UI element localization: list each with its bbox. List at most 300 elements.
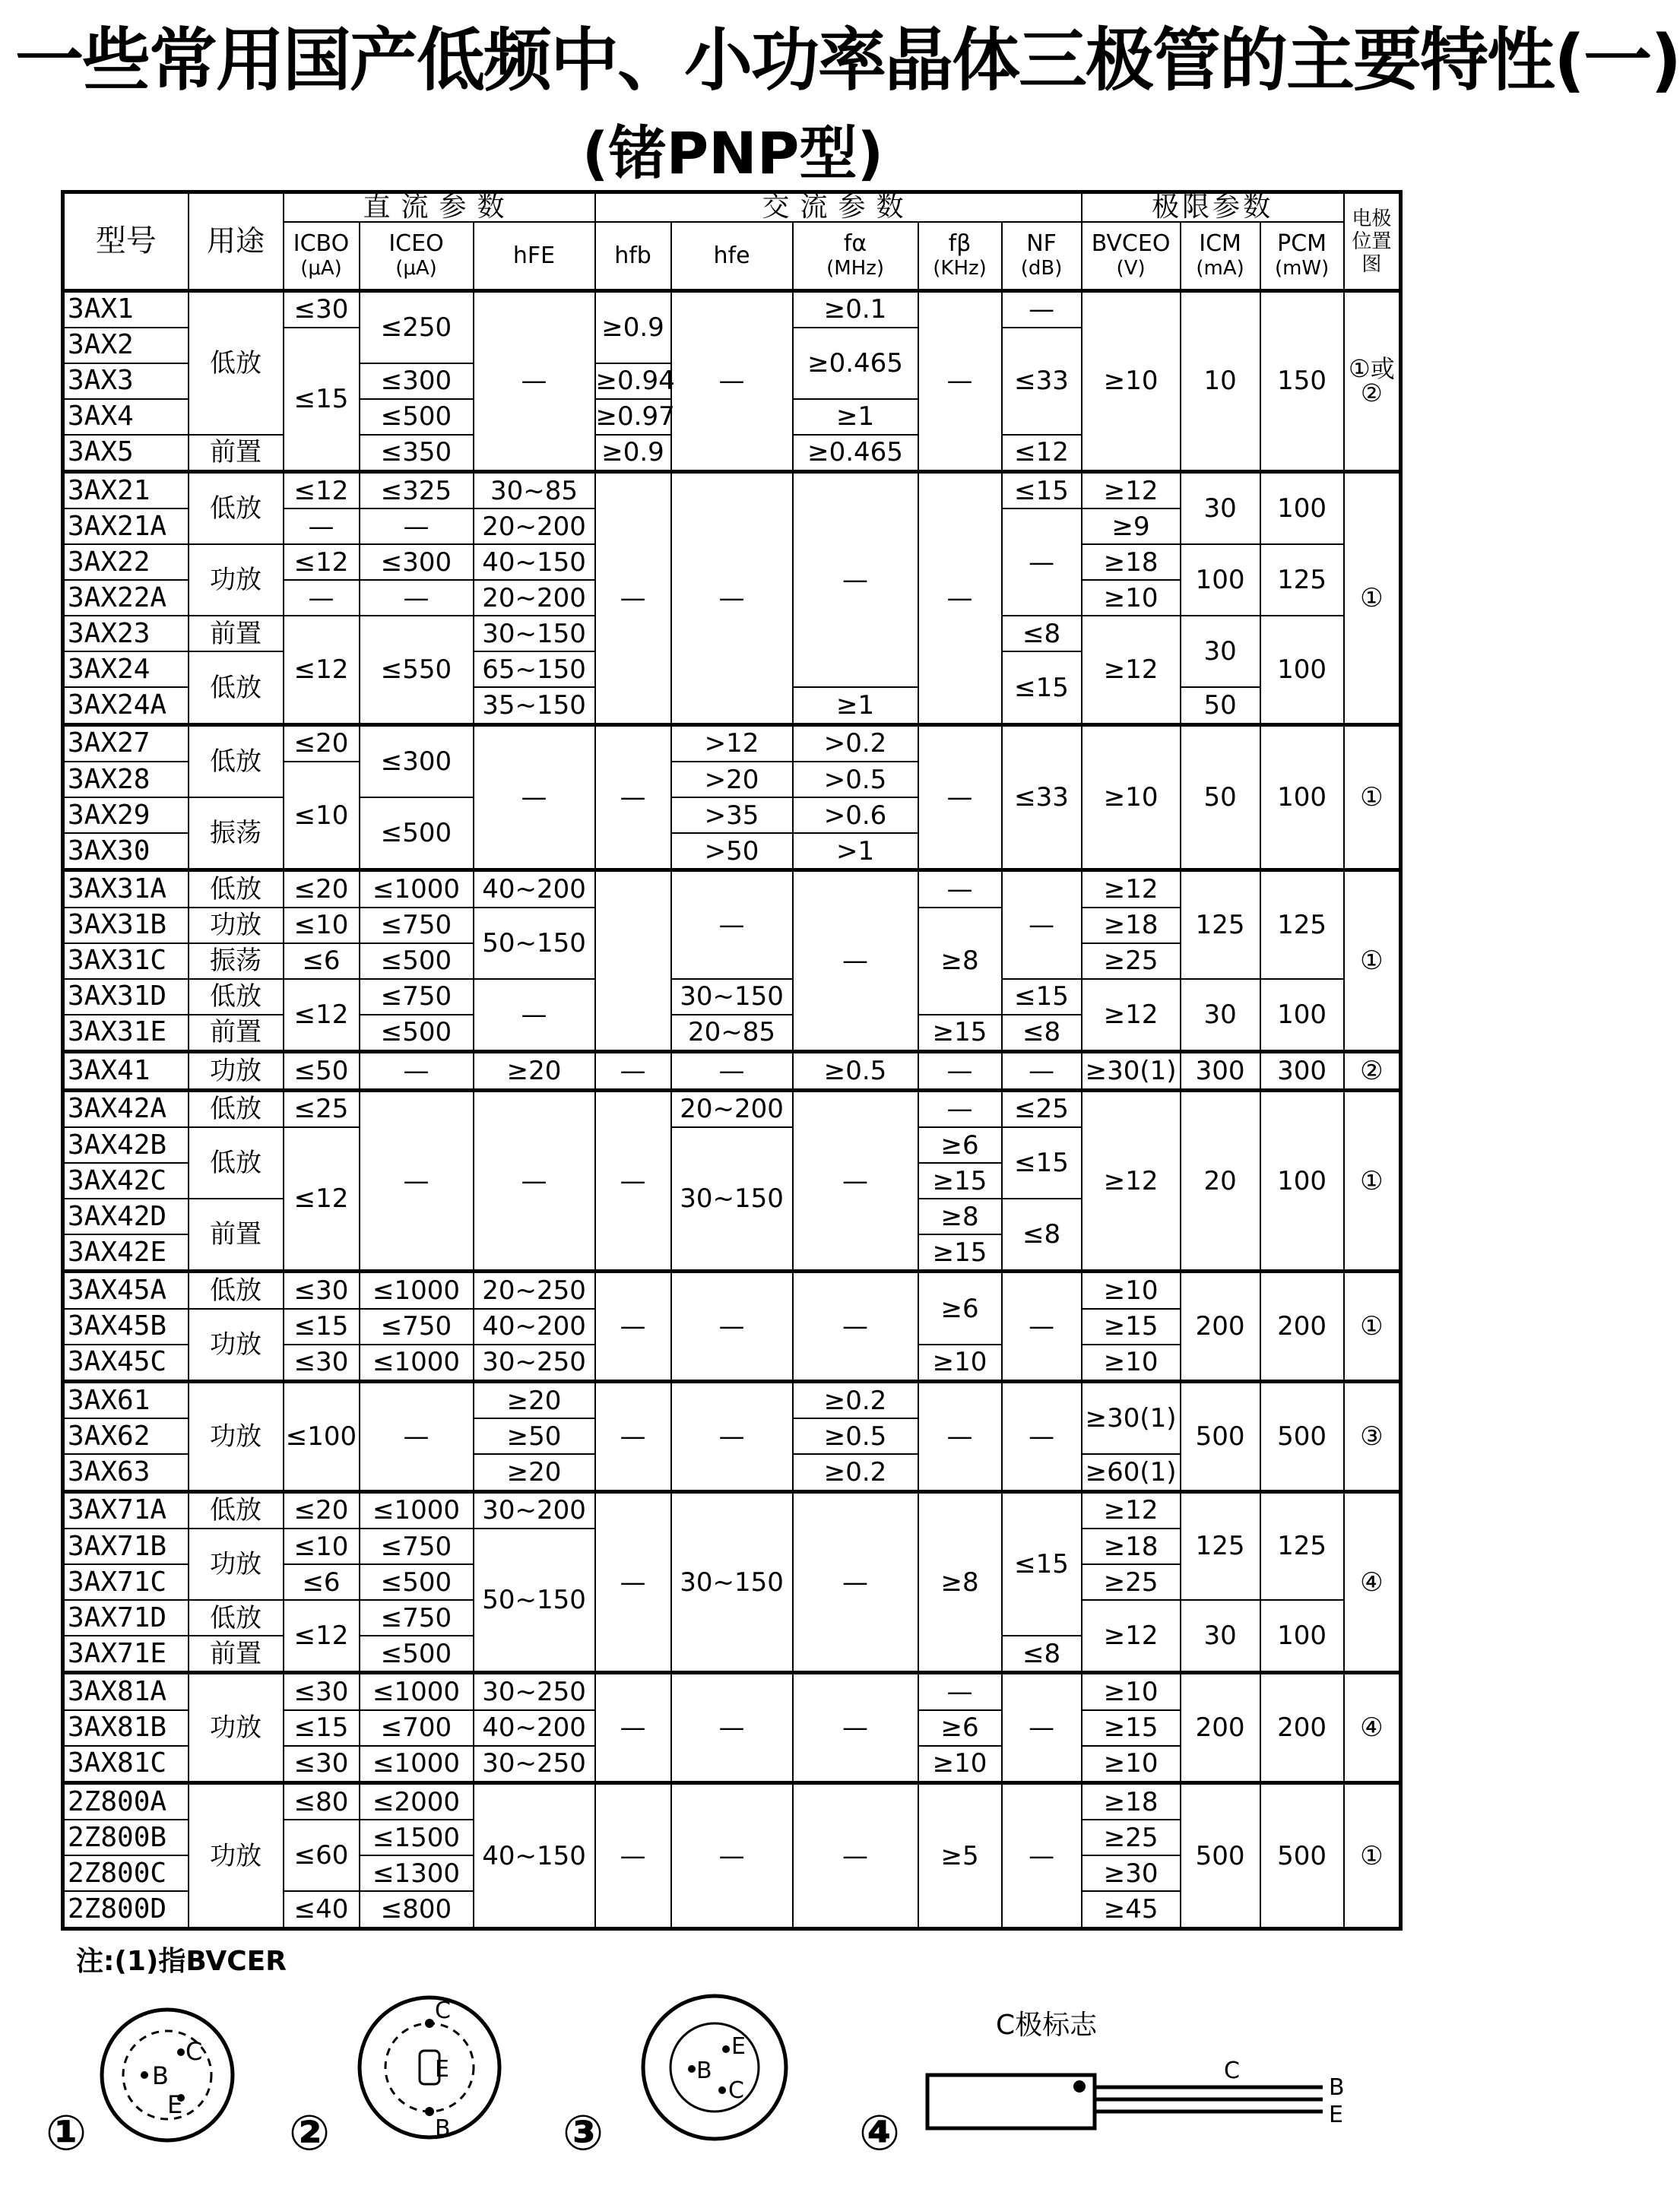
use-cell: 低放 — [189, 870, 284, 908]
icm-cell: 125 — [1181, 1491, 1260, 1600]
bv-cell: ≥9 — [1082, 508, 1181, 544]
model-cell: 3AX42C — [63, 1163, 189, 1199]
model-cell: 2Z800B — [63, 1820, 189, 1855]
pin-diagram-1 — [46, 1991, 243, 2174]
hfe-dc-cell: 50~150 — [474, 1529, 595, 1673]
iceo-cell: — — [360, 508, 474, 544]
hfe-dc-cell: 40~150 — [474, 544, 595, 580]
icbo-cell: ≤50 — [284, 1052, 360, 1091]
table-row — [63, 290, 1401, 328]
model-cell: 3AX1 — [63, 290, 189, 328]
fa-cell: ≥0.5 — [793, 1418, 918, 1454]
bv-cell: ≥25 — [1082, 1820, 1181, 1855]
hfe-dc-cell: 20~200 — [474, 580, 595, 616]
bv-cell: ≥12 — [1082, 870, 1181, 908]
header-icm — [1181, 222, 1260, 290]
fa-cell: >0.5 — [793, 762, 918, 797]
hfe-dc-cell: 30~200 — [474, 1491, 595, 1529]
pcm-cell: 100 — [1260, 979, 1344, 1052]
icm-cell: 100 — [1181, 544, 1260, 616]
model-cell: 3AX31D — [63, 979, 189, 1015]
header-icbo — [284, 222, 360, 290]
header-hfe: hfe — [671, 222, 793, 290]
use-cell: 低放 — [189, 472, 284, 545]
fa-cell: ≥0.5 — [793, 1052, 918, 1091]
icbo-cell: ≤12 — [284, 979, 360, 1052]
nf-cell: ≤15 — [1002, 651, 1082, 724]
header-bv-unit: (V) — [1116, 257, 1146, 280]
table-row — [63, 1673, 1401, 1710]
fa-cell: — — [793, 1783, 918, 1929]
model-cell: 3AX42A — [63, 1090, 189, 1127]
icm-cell: 500 — [1181, 1783, 1260, 1929]
model-cell: 3AX31B — [63, 908, 189, 943]
model-cell: 3AX71E — [63, 1636, 189, 1673]
icm-cell: 200 — [1181, 1673, 1260, 1783]
fa-cell: >1 — [793, 833, 918, 870]
icbo-cell: ≤12 — [284, 544, 360, 580]
model-cell: 3AX81C — [63, 1746, 189, 1783]
icm-cell: 10 — [1181, 290, 1260, 472]
use-cell: 低放 — [189, 724, 284, 797]
nf-cell: ≤15 — [1002, 979, 1082, 1015]
fb-cell: ≥5 — [918, 1783, 1002, 1929]
hfe-dc-cell: 40~200 — [474, 870, 595, 908]
iceo-cell: ≤500 — [360, 1636, 474, 1673]
bv-cell: ≥30 — [1082, 1855, 1181, 1891]
to-can-pinout-icon — [631, 1984, 798, 2151]
pcm-cell: 100 — [1260, 724, 1344, 870]
icbo-cell: ≤25 — [284, 1090, 360, 1127]
model-cell: 3AX21A — [63, 508, 189, 544]
hfe-dc-cell: 40~200 — [474, 1710, 595, 1746]
pin-cell: ① — [1344, 1783, 1401, 1929]
fa-cell: ≥0.2 — [793, 1382, 918, 1419]
header-hfe-dc: hFE — [474, 222, 595, 290]
iceo-cell: ≤700 — [360, 1710, 474, 1746]
icbo-cell: ≤12 — [284, 472, 360, 509]
pin-cell: ④ — [1344, 1673, 1401, 1783]
pcm-cell: 100 — [1260, 1600, 1344, 1673]
bv-cell: ≥30(1) — [1082, 1382, 1181, 1455]
fb-cell: — — [918, 1052, 1002, 1091]
header-icbo-unit: (μA) — [300, 257, 342, 280]
pin-diagram-2 — [289, 1976, 517, 2174]
model-cell: 3AX24 — [63, 651, 189, 687]
hfe-dc-cell: 35~150 — [474, 687, 595, 724]
icm-cell: 500 — [1181, 1382, 1260, 1492]
icbo-cell: ≤30 — [284, 1673, 360, 1710]
fb-cell: ≥8 — [918, 1199, 1002, 1234]
fa-cell: ≥1 — [793, 399, 918, 435]
nf-cell: — — [1002, 1673, 1082, 1783]
hfe-cell: >35 — [671, 797, 793, 833]
diagram-number: ① — [46, 2105, 87, 2162]
model-cell: 3AX81A — [63, 1673, 189, 1710]
fa-cell: — — [793, 1673, 918, 1783]
hfb-cell: — — [595, 1673, 671, 1783]
bv-cell: ≥25 — [1082, 943, 1181, 979]
pin-cell: ② — [1344, 1052, 1401, 1091]
pin-diagram-3 — [563, 1984, 806, 2174]
table-row — [63, 1491, 1401, 1529]
table-row — [63, 1382, 1401, 1419]
hfe-cell: — — [671, 290, 793, 472]
header-fb-unit: (KHz) — [933, 257, 987, 280]
hfb-cell: ≥0.94 — [595, 363, 671, 399]
hfb-cell: — — [595, 1052, 671, 1091]
fa-cell: >0.6 — [793, 797, 918, 833]
icm-cell: 200 — [1181, 1272, 1260, 1382]
pin-label: C — [435, 1997, 451, 2024]
header-fa-name: fα — [843, 230, 867, 257]
icm-cell: 50 — [1181, 687, 1260, 724]
use-cell: 前置 — [189, 616, 284, 651]
header-pin-label: 电极位置图 — [1352, 207, 1392, 277]
pin-label: B — [435, 2115, 451, 2142]
use-cell: 低放 — [189, 651, 284, 724]
model-cell: 3AX27 — [63, 724, 189, 762]
icbo-cell: ≤15 — [284, 1309, 360, 1345]
hfe-cell: 30~150 — [671, 979, 793, 1015]
model-cell: 3AX42B — [63, 1127, 189, 1163]
fb-cell: — — [918, 472, 1002, 725]
fb-cell: — — [918, 1090, 1002, 1127]
iceo-cell: ≤1300 — [360, 1855, 474, 1891]
pin-label: B — [1329, 2074, 1345, 2101]
header-iceo — [360, 222, 474, 290]
bv-cell: ≥60(1) — [1082, 1454, 1181, 1491]
table-row — [63, 1783, 1401, 1820]
icbo-cell: ≤15 — [284, 1710, 360, 1746]
icbo-cell: ≤20 — [284, 870, 360, 908]
diagram-number: ② — [289, 2105, 331, 2162]
use-cell: 前置 — [189, 1015, 284, 1052]
header-ac-group: 交流参数 — [595, 192, 1082, 223]
hfe-dc-cell: ≥20 — [474, 1382, 595, 1419]
fb-cell: ≥15 — [918, 1234, 1002, 1272]
hfe-dc-cell: 65~150 — [474, 651, 595, 687]
flat-package-pinout-icon — [912, 2045, 1368, 2143]
fb-cell: — — [918, 870, 1002, 908]
nf-cell: ≤12 — [1002, 435, 1082, 472]
icbo-cell: ≤20 — [284, 724, 360, 762]
nf-cell: — — [1002, 870, 1082, 979]
pin-label: C — [185, 2037, 203, 2066]
nf-cell: — — [1002, 1783, 1082, 1929]
header-nf-name: NF — [1026, 230, 1057, 257]
iceo-cell: ≤800 — [360, 1891, 474, 1928]
iceo-cell: ≤300 — [360, 724, 474, 797]
fb-cell: — — [918, 1382, 1002, 1492]
pin-label: B — [152, 2061, 169, 2090]
pin-label: E — [435, 2056, 449, 2083]
bv-cell: ≥15 — [1082, 1710, 1181, 1746]
pin-cell: ① — [1344, 724, 1401, 870]
page-title: 一些常用国产低频中、小功率晶体三极管的主要特性(一) — [15, 21, 1680, 100]
header-hfb: hfb — [595, 222, 671, 290]
header-nf — [1002, 222, 1082, 290]
model-cell: 3AX63 — [63, 1454, 189, 1491]
iceo-cell: ≤250 — [360, 290, 474, 363]
hfe-dc-cell: 30~250 — [474, 1673, 595, 1710]
pin-cell: ③ — [1344, 1382, 1401, 1492]
hfb-cell: ≥0.97 — [595, 399, 671, 435]
icbo-cell: — — [284, 580, 360, 616]
icm-cell: 50 — [1181, 724, 1260, 870]
pcm-cell: 100 — [1260, 1090, 1344, 1272]
iceo-cell: ≤750 — [360, 908, 474, 943]
nf-cell: — — [1002, 1052, 1082, 1091]
pin-cell: ① — [1344, 472, 1401, 725]
fb-cell: ≥15 — [918, 1015, 1002, 1052]
transistor-spec-table — [61, 190, 1403, 1931]
hfe-cell: — — [671, 1272, 793, 1382]
model-cell: 3AX3 — [63, 363, 189, 399]
iceo-cell: ≤325 — [360, 472, 474, 509]
model-cell: 2Z800A — [63, 1783, 189, 1820]
icbo-cell: — — [284, 508, 360, 544]
pcm-cell: 200 — [1260, 1673, 1344, 1783]
model-cell: 3AX28 — [63, 762, 189, 797]
use-cell: 功放 — [189, 1783, 284, 1929]
pin-label: E — [731, 2033, 746, 2060]
icbo-cell: ≤6 — [284, 943, 360, 979]
iceo-cell: ≤750 — [360, 1600, 474, 1636]
iceo-cell: — — [360, 580, 474, 616]
use-cell: 低放 — [189, 290, 284, 435]
iceo-cell: ≤1000 — [360, 1746, 474, 1783]
use-cell: 低放 — [189, 1127, 284, 1199]
hfe-dc-cell: ≥50 — [474, 1418, 595, 1454]
icbo-cell: ≤20 — [284, 1491, 360, 1529]
header-model: 型号 — [63, 192, 189, 291]
header-icm-unit: (mA) — [1196, 257, 1244, 280]
table-row — [63, 979, 1401, 1015]
nf-cell: ≤15 — [1002, 472, 1082, 509]
pin-label: B — [696, 2058, 712, 2084]
pcm-cell: 150 — [1260, 290, 1344, 472]
fa-cell: — — [793, 1090, 918, 1272]
hfe-cell: — — [671, 1783, 793, 1929]
fa-cell: ≥0.465 — [793, 328, 918, 399]
use-cell: 功放 — [189, 1673, 284, 1783]
fa-cell: ≥0.2 — [793, 1454, 918, 1491]
header-dc-group: 直流参数 — [284, 192, 595, 223]
header-pcm-unit: (mW) — [1274, 257, 1330, 280]
fb-cell: ≥10 — [918, 1345, 1002, 1382]
hfe-cell: >50 — [671, 833, 793, 870]
diagram-number: ③ — [563, 2105, 604, 2162]
hfe-dc-cell: 40~200 — [474, 1309, 595, 1345]
header-limit-group: 极限参数 — [1082, 192, 1344, 223]
use-cell: 振荡 — [189, 943, 284, 979]
hfb-cell: ≥0.9 — [595, 290, 671, 363]
iceo-cell: ≤500 — [360, 943, 474, 979]
icm-cell: 20 — [1181, 1090, 1260, 1272]
iceo-cell: ≤500 — [360, 399, 474, 435]
pcm-cell: 500 — [1260, 1783, 1344, 1929]
bv-cell: ≥10 — [1082, 1345, 1181, 1382]
header-pin — [1344, 192, 1401, 291]
model-cell: 3AX45A — [63, 1272, 189, 1309]
use-cell: 功放 — [189, 544, 284, 616]
header-pcm-name: PCM — [1277, 230, 1327, 257]
fb-cell: ≥6 — [918, 1127, 1002, 1163]
hfe-dc-cell: 30~250 — [474, 1746, 595, 1783]
footnote: 注:(1)指BVCER — [76, 1946, 287, 1977]
use-cell: 功放 — [189, 908, 284, 943]
icbo-cell: ≤40 — [284, 1891, 360, 1928]
fa-cell: — — [793, 1272, 918, 1382]
iceo-cell: ≤750 — [360, 1529, 474, 1564]
fa-cell: ≥0.465 — [793, 435, 918, 472]
pin-cell: ① — [1344, 1090, 1401, 1272]
hfb-cell: — — [595, 1272, 671, 1382]
icbo-cell: ≤10 — [284, 1529, 360, 1564]
fa-cell: ≥0.1 — [793, 290, 918, 328]
bv-cell: ≥45 — [1082, 1891, 1181, 1928]
bv-cell: ≥10 — [1082, 1272, 1181, 1309]
model-cell: 3AX4 — [63, 399, 189, 435]
model-cell: 3AX31C — [63, 943, 189, 979]
header-fa — [793, 222, 918, 290]
header-icm-name: ICM — [1199, 230, 1241, 257]
hfe-dc-cell: 20~250 — [474, 1272, 595, 1309]
nf-cell: ≤8 — [1002, 616, 1082, 651]
bv-cell: ≥10 — [1082, 290, 1181, 472]
icbo-cell: ≤10 — [284, 908, 360, 943]
hfe-dc-cell: — — [474, 724, 595, 870]
header-fb — [918, 222, 1002, 290]
table-row — [63, 1052, 1401, 1091]
table-row — [63, 870, 1401, 908]
nf-cell: ≤15 — [1002, 1491, 1082, 1636]
iceo-cell: ≤1000 — [360, 1673, 474, 1710]
hfb-cell: ≥0.9 — [595, 435, 671, 472]
header-fa-unit: (MHz) — [826, 257, 884, 280]
hfe-dc-cell: 30~250 — [474, 1345, 595, 1382]
iceo-cell: ≤2000 — [360, 1783, 474, 1820]
nf-cell: — — [1002, 290, 1082, 328]
bv-cell: ≥12 — [1082, 1491, 1181, 1529]
pcm-cell: 500 — [1260, 1382, 1344, 1492]
to-can-pinout-icon — [350, 1984, 509, 2151]
nf-cell: ≤33 — [1002, 724, 1082, 870]
use-cell: 低放 — [189, 979, 284, 1015]
icbo-cell: ≤12 — [284, 1600, 360, 1673]
table-row — [63, 1090, 1401, 1127]
nf-cell: ≤8 — [1002, 1199, 1082, 1272]
hfb-cell: — — [595, 1783, 671, 1929]
iceo-cell: ≤500 — [360, 1015, 474, 1052]
model-cell: 3AX45B — [63, 1309, 189, 1345]
hfe-dc-cell: — — [474, 290, 595, 472]
bv-cell: ≥12 — [1082, 979, 1181, 1052]
use-cell: 低放 — [189, 1491, 284, 1529]
nf-cell: ≤8 — [1002, 1015, 1082, 1052]
hfb-cell: — — [595, 1491, 671, 1673]
model-cell: 3AX29 — [63, 797, 189, 833]
fb-cell: ≥6 — [918, 1710, 1002, 1746]
nf-cell: — — [1002, 1272, 1082, 1382]
pcm-cell: 100 — [1260, 616, 1344, 724]
use-cell: 前置 — [189, 1636, 284, 1673]
fa-cell: >0.2 — [793, 724, 918, 762]
iceo-cell: ≤1000 — [360, 1345, 474, 1382]
fb-cell: ≥8 — [918, 1491, 1002, 1673]
bv-cell: ≥12 — [1082, 1600, 1181, 1673]
bv-cell: ≥25 — [1082, 1564, 1181, 1600]
bv-cell: ≥18 — [1082, 1783, 1181, 1820]
iceo-cell: ≤750 — [360, 1309, 474, 1345]
hfe-cell: — — [671, 472, 793, 725]
bv-cell: ≥12 — [1082, 472, 1181, 509]
icbo-cell: ≤30 — [284, 1345, 360, 1382]
header-use: 用途 — [189, 192, 284, 291]
hfe-cell: 20~85 — [671, 1015, 793, 1052]
bv-cell: ≥10 — [1082, 1746, 1181, 1783]
model-cell: 2Z800D — [63, 1891, 189, 1928]
use-cell: 功放 — [189, 1529, 284, 1600]
use-cell: 功放 — [189, 1309, 284, 1382]
bv-cell: ≥10 — [1082, 724, 1181, 870]
iceo-cell: ≤1000 — [360, 1491, 474, 1529]
pin-cell: ① — [1344, 870, 1401, 1052]
hfe-dc-cell: ≥20 — [474, 1454, 595, 1491]
use-cell: 振荡 — [189, 797, 284, 870]
header-pcm — [1260, 222, 1344, 290]
icbo-cell: ≤12 — [284, 616, 360, 724]
pin-cell: ①或② — [1344, 290, 1401, 472]
model-cell: 3AX22 — [63, 544, 189, 580]
bv-cell: ≥18 — [1082, 908, 1181, 943]
header-icbo-name: ICBO — [293, 230, 350, 257]
use-cell: 功放 — [189, 1052, 284, 1091]
pcm-cell: 100 — [1260, 472, 1344, 545]
hfe-cell: — — [671, 870, 793, 979]
hfe-dc-cell: 30~85 — [474, 472, 595, 509]
hfe-dc-cell: 20~200 — [474, 508, 595, 544]
hfe-dc-cell: 30~150 — [474, 616, 595, 651]
icbo-cell: ≤15 — [284, 328, 360, 472]
hfe-cell: >12 — [671, 724, 793, 762]
model-cell: 3AX5 — [63, 435, 189, 472]
fb-cell: ≥15 — [918, 1163, 1002, 1199]
iceo-cell: — — [360, 1090, 474, 1272]
use-cell: 前置 — [189, 1199, 284, 1272]
model-cell: 3AX71A — [63, 1491, 189, 1529]
iceo-cell: — — [360, 1052, 474, 1091]
hfb-cell: — — [595, 1382, 671, 1492]
hfe-dc-cell: — — [474, 1090, 595, 1272]
fa-cell: — — [793, 870, 918, 1052]
pin-label: E — [167, 2090, 183, 2119]
icm-cell: 30 — [1181, 1600, 1260, 1673]
hfe-dc-cell: — — [474, 979, 595, 1052]
bv-cell: ≥15 — [1082, 1309, 1181, 1345]
icbo-cell: ≤30 — [284, 1272, 360, 1309]
use-cell: 前置 — [189, 435, 284, 472]
nf-cell: — — [1002, 1382, 1082, 1492]
model-cell: 3AX30 — [63, 833, 189, 870]
model-cell: 3AX42D — [63, 1199, 189, 1234]
model-cell: 3AX23 — [63, 616, 189, 651]
icm-cell: 30 — [1181, 616, 1260, 687]
pcm-cell: 125 — [1260, 544, 1344, 616]
model-cell: 3AX21 — [63, 472, 189, 509]
header-fb-name: fβ — [948, 230, 972, 257]
